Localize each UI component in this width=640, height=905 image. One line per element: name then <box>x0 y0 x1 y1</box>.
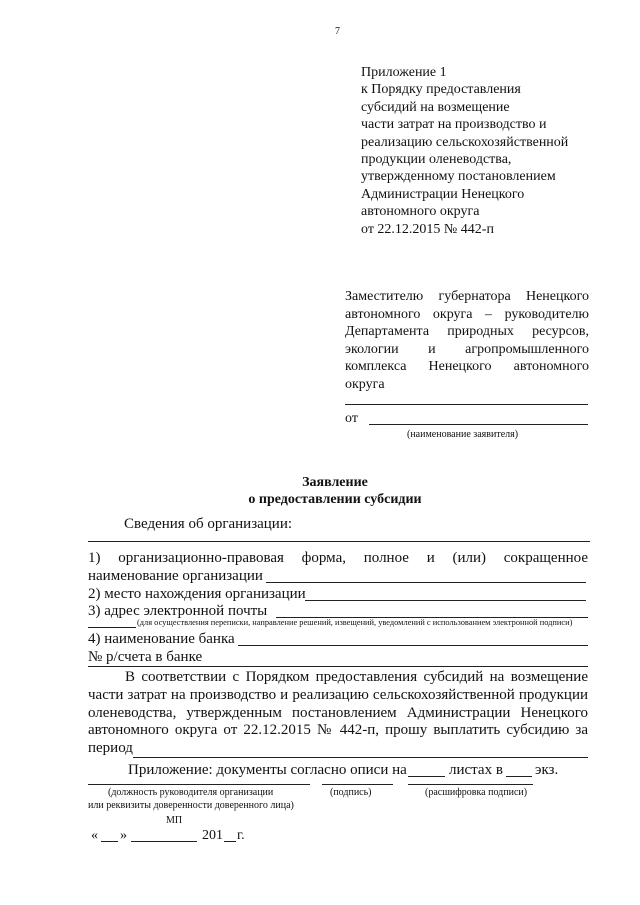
appendix-line: Приложение 1 <box>361 65 447 80</box>
date-year-line[interactable] <box>224 841 236 842</box>
date-year-prefix: 201 <box>202 828 223 843</box>
stamp-label: МП <box>166 815 183 826</box>
field-location-label: 2) место нахождения организации <box>88 586 306 602</box>
request-paragraph <box>88 669 588 758</box>
appendix-line: продукции оленеводства, <box>361 152 512 168</box>
addressee-line: Департамента природных ресурсов, <box>345 324 589 340</box>
page-number: 7 <box>335 26 340 37</box>
field-email-label: 3) адрес электронной почты <box>88 603 268 619</box>
signature-decode-line[interactable] <box>408 784 533 785</box>
date-month-line[interactable] <box>131 841 197 842</box>
sheets-label: листах в <box>449 762 503 778</box>
appendix-line: Администрации Ненецкого <box>361 186 525 202</box>
addressee-block <box>345 288 589 394</box>
position-signature-line[interactable] <box>88 784 310 785</box>
addressee-line: округа <box>345 376 385 392</box>
field-account-label: № р/счета в банке <box>88 649 203 665</box>
appendix-line: реализацию сельскохозяйственной <box>361 134 569 150</box>
addressee-line: автономного округа – руководителю <box>345 306 589 322</box>
email-extra-line[interactable] <box>88 627 136 628</box>
request-line: автономного округа от 22.12.2015 № 442-п, прошу выплатить субсидию за <box>88 722 588 739</box>
signature-line[interactable] <box>322 784 393 785</box>
title-line-1: Заявление <box>302 475 368 490</box>
appendix-line: от 22.12.2015 № 442-п <box>361 221 494 237</box>
attachment-label: Приложение: документы согласно описи на <box>128 762 407 778</box>
title-line-2: о предоставлении субсидии <box>248 492 422 507</box>
field-bank-label: 4) наименование банка <box>88 631 235 647</box>
appendix-line: автономного округа <box>361 204 480 220</box>
sheets-count-line[interactable] <box>408 776 445 777</box>
location-input-line[interactable] <box>305 600 586 601</box>
from-label: от <box>345 411 358 426</box>
copies-count-line[interactable] <box>506 776 532 777</box>
appendix-line: утвержденному постановлением <box>361 169 556 185</box>
applicant-caption: (наименование заявителя) <box>407 429 519 440</box>
position-caption-2: или реквизиты доверенности доверенного лица) <box>88 800 294 811</box>
request-line: В соответствии с Порядком предоставления субсидий на возмещение <box>125 669 588 685</box>
date-year-suffix: г. <box>237 828 245 843</box>
request-line: части затрат на производство и реализацию сельскохозяйственной продукции <box>88 686 588 703</box>
applicant-line-1[interactable] <box>345 404 588 405</box>
addressee-line: экологии и агропромышленного <box>345 341 589 357</box>
field-org-name-label: наименование организации <box>88 568 263 584</box>
appendix-block <box>361 64 568 238</box>
org-name-input-line[interactable] <box>266 582 586 583</box>
document-title <box>0 474 640 508</box>
position-caption: (должность руководителя организации <box>108 787 274 798</box>
signature-caption: (подпись) <box>330 787 372 798</box>
date-close-quote: » <box>120 828 127 843</box>
field-org-form-line-1: 1) организационно-правовая форма, полное и (или) сокращенное <box>88 550 588 566</box>
copies-label: экз. <box>535 762 559 778</box>
account-input-line[interactable] <box>88 666 588 667</box>
bank-input-line[interactable] <box>238 645 588 646</box>
org-info-line[interactable] <box>88 541 590 542</box>
addressee-line: Заместителю губернатора Ненецкого <box>345 289 589 304</box>
date-open-quote: « <box>91 828 98 843</box>
addressee-line: комплекса Ненецкого автономного <box>345 359 589 375</box>
request-line: период <box>88 740 133 757</box>
request-line: оленеводства, утвержденным постановлением Администрации Ненецкого <box>88 704 588 721</box>
appendix-line: части затрат на производство и <box>361 117 547 133</box>
signature-decode-caption: (расшифровка подписи) <box>425 787 528 798</box>
org-info-heading: Сведения об организации: <box>124 516 293 532</box>
date-day-line[interactable] <box>101 841 118 842</box>
appendix-line: субсидий на возмещение <box>361 99 510 115</box>
appendix-line: к Порядку предоставления <box>361 82 521 98</box>
email-caption: (для осуществления переписки, направление решений, извещений, уведомлений с использованием электронной подписи) <box>137 618 573 627</box>
applicant-name-line[interactable] <box>369 424 588 425</box>
period-input-line[interactable] <box>133 757 588 758</box>
